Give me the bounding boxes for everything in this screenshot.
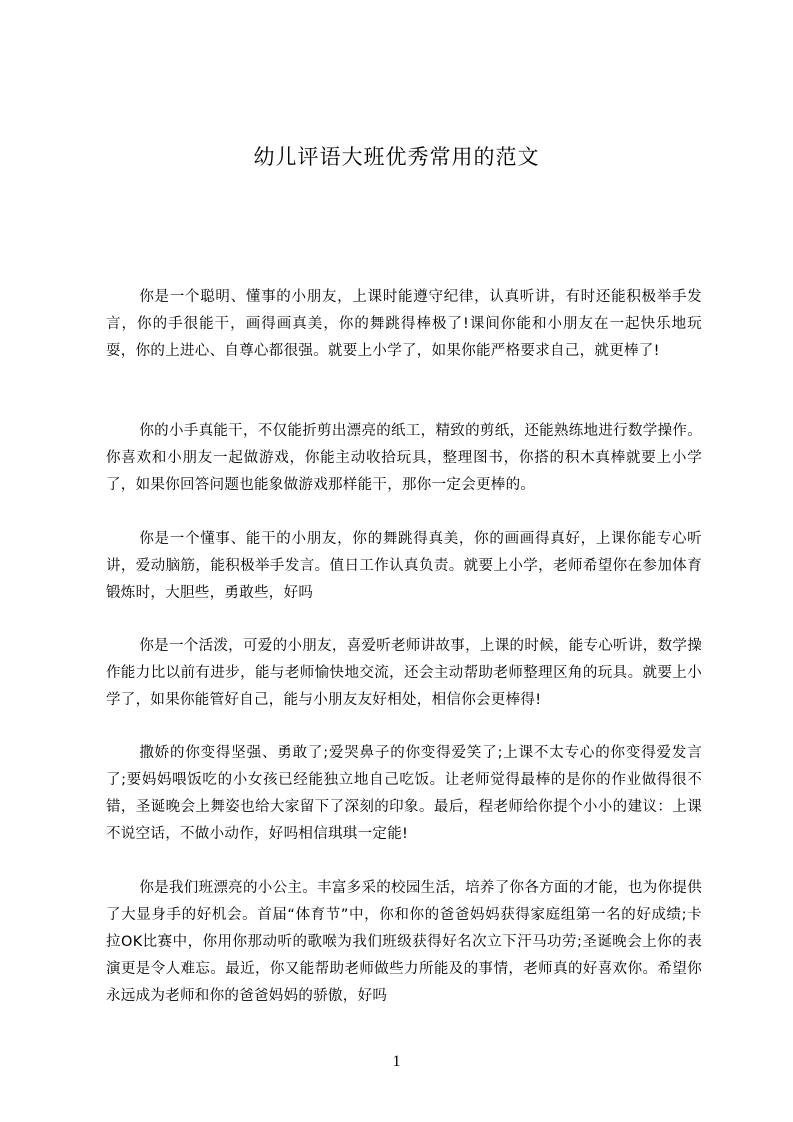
document-title: 幼儿评语大班优秀常用的范文 (253, 145, 540, 169)
paragraph-2: 你的小手真能干，不仅能折剪出漂亮的纸工，精致的剪纸，还能熟练地进行数学操作。你喜欢和小朋友一起做游戏，你能主动收拾玩具，整理图书，你搭的积木真棒就要上小学了，如果你回答问题也能象做游戏那样能干，那你一定会更棒的。 (106, 423, 702, 493)
page-number: 1 (392, 1053, 401, 1070)
paragraph-5: 撒娇的你变得坚强、勇敢了;爱哭鼻子的你变得爱笑了;上课不太专心的你变得爱发言了;要妈妈喂饭吃的小女孩已经能独立地自己吃饭。让老师觉得最棒的是你的作业做得很不错，圣诞晚会上舞姿也给大家留下了深刻的印象。最后，程老师给你提个小小的建议：上课不说空话，不做小动作，好吗相信琪琪一定能! (106, 745, 702, 842)
paragraph-4: 你是一个活泼，可爱的小朋友，喜爱听老师讲故事，上课的时候，能专心听讲，数学操作能力比以前有进步，能与老师愉快地交流，还会主动帮助老师整理区角的玩具。就要上小学了，如果你能管好自己，能与小朋友友好相处，相信你会更棒得! (106, 638, 702, 708)
paragraph-6: 你是我们班漂亮的小公主。丰富多采的校园生活，培养了你各方面的才能，也为你提供了大显身手的好机会。首届“体育节”中，你和你的爸爸妈妈获得家庭组第一名的好成绩;卡拉OK比赛中，你用你那动听的歌喉为我们班级获得好名次立下汗马功劳;圣诞晚会上你的表演更是令人难忘。最近，你又能帮助老师做些力所能及的事情，老师真的好喜欢你。希望你永远成为老师和你的爸爸妈妈的骄傲，好吗 (106, 880, 702, 1004)
paragraph-1: 你是一个聪明、懂事的小朋友，上课时能遵守纪律，认真听讲，有时还能积极举手发言，你的手很能干，画得画真美，你的舞跳得棒极了!课间你能和小朋友在一起快乐地玩耍，你的上进心、自尊心都很强。就要上小学了，如果你能严格要求自己，就更棒了! (106, 289, 702, 359)
paragraph-3: 你是一个懂事、能干的小朋友，你的舞跳得真美，你的画画得真好，上课你能专心听讲，爱动脑筋，能积极举手发言。值日工作认真负责。就要上小学，老师希望你在参加体育锻炼时，大胆些，勇敢些，好吗 (106, 531, 702, 601)
